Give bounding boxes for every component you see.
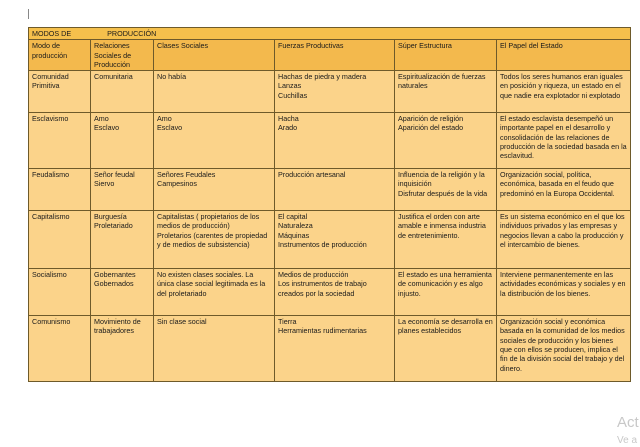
cell-clases: Capitalistas ( propietarios de los medios de producción) Proletarios (carentes de propiedad y de medios de subsistencia) [154,211,275,269]
text-cursor [28,9,29,19]
cell-estructura: Espiritualización de fuerzas naturales [395,71,497,113]
cell-modo: Feudalismo [29,169,91,211]
cell-estructura: La economía se desarrolla en planes establecidos [395,316,497,382]
windows-activation-watermark-line2: Ve a [617,435,638,446]
cell-estructura: Influencia de la religión y la inquisición Disfrutar después de la vida [395,169,497,211]
cell-modo: Capitalismo [29,211,91,269]
header-fuerzas: Fuerzas Productivas [275,40,395,71]
cell-clases: Señores Feudales Campesinos [154,169,275,211]
table-row [29,113,631,169]
cell-estado: Es un sistema económico en el que los individuos privados y las empresas y negocios llevan a cabo la producción y el intercambio de bienes. [497,211,631,269]
modos-produccion-table [28,27,631,382]
table-row [29,211,631,269]
cell-estado: Organización social y económica basada en la comunidad de los medios sociales de producción y los bienes que con ellos se producen, implica el fin de la división social del trabajo y del dinero. [497,316,631,382]
cell-fuerzas: Hachas de piedra y madera Lanzas Cuchillas [275,71,395,113]
cell-estado: El estado esclavista desempeñó un importante papel en el desarrollo y consolidación de las relaciones de producción de la sociedad basada en la esclavitud. [497,113,631,169]
cell-fuerzas: Tierra Herramientas rudimentarias [275,316,395,382]
table-title [29,28,631,40]
table-row [29,169,631,211]
cell-relaciones: Movimiento de trabajadores [91,316,154,382]
cell-estado: Organización social, política, económica, basada en el feudo que predominó en la Europa Occidental. [497,169,631,211]
cell-relaciones: Amo Esclavo [91,113,154,169]
cell-estructura: Aparición de religión Aparición del estado [395,113,497,169]
cell-clases: No había [154,71,275,113]
cell-clases: No existen clases sociales. La única clase social legitimada es la del proletariado [154,269,275,316]
cell-estado: Interviene permanentemente en las actividades económicas y sociales y en la distribución de los bienes. [497,269,631,316]
cell-modo: Comunidad Primitiva [29,71,91,113]
cell-clases: Amo Esclavo [154,113,275,169]
table-title-row [29,28,631,40]
cell-estructura: El estado es una herramienta de comunicación y es algo injusto. [395,269,497,316]
table-row [29,269,631,316]
cell-fuerzas: Hacha Arado [275,113,395,169]
cell-modo: Socialismo [29,269,91,316]
header-clases: Clases Sociales [154,40,275,71]
table-row [29,316,631,382]
header-estructura: Súper Estructura [395,40,497,71]
cell-estructura: Justifica el orden con arte amable e inmensa industria de entretenimiento. [395,211,497,269]
cell-relaciones: Burguesía Proletariado [91,211,154,269]
cell-estado: Todos los seres humanos eran iguales en posición y riqueza, un estado en el que nadie era explotador ni explotado [497,71,631,113]
cell-relaciones: Señor feudal Siervo [91,169,154,211]
cell-relaciones: Comunitaria [91,71,154,113]
table-header-row [29,40,631,71]
table-row [29,71,631,113]
cell-fuerzas: Medios de producción Los instrumentos de trabajo creados por la sociedad [275,269,395,316]
header-modo: Modo de producción [29,40,91,71]
windows-activation-watermark-line1: Act [617,414,639,431]
cell-modo: Esclavismo [29,113,91,169]
cell-clases: Sin clase social [154,316,275,382]
table-title-part-b: PRODUCCIÓN [107,29,157,38]
cell-fuerzas: Producción artesanal [275,169,395,211]
cell-relaciones: Gobernantes Gobernados [91,269,154,316]
header-relaciones: Relaciones Sociales de Producción [91,40,154,71]
cell-modo: Comunismo [29,316,91,382]
cell-fuerzas: El capital Naturaleza Máquinas Instrumentos de producción [275,211,395,269]
header-estado: El Papel del Estado [497,40,631,71]
table-title-part-a: MODOS DE [32,29,72,38]
